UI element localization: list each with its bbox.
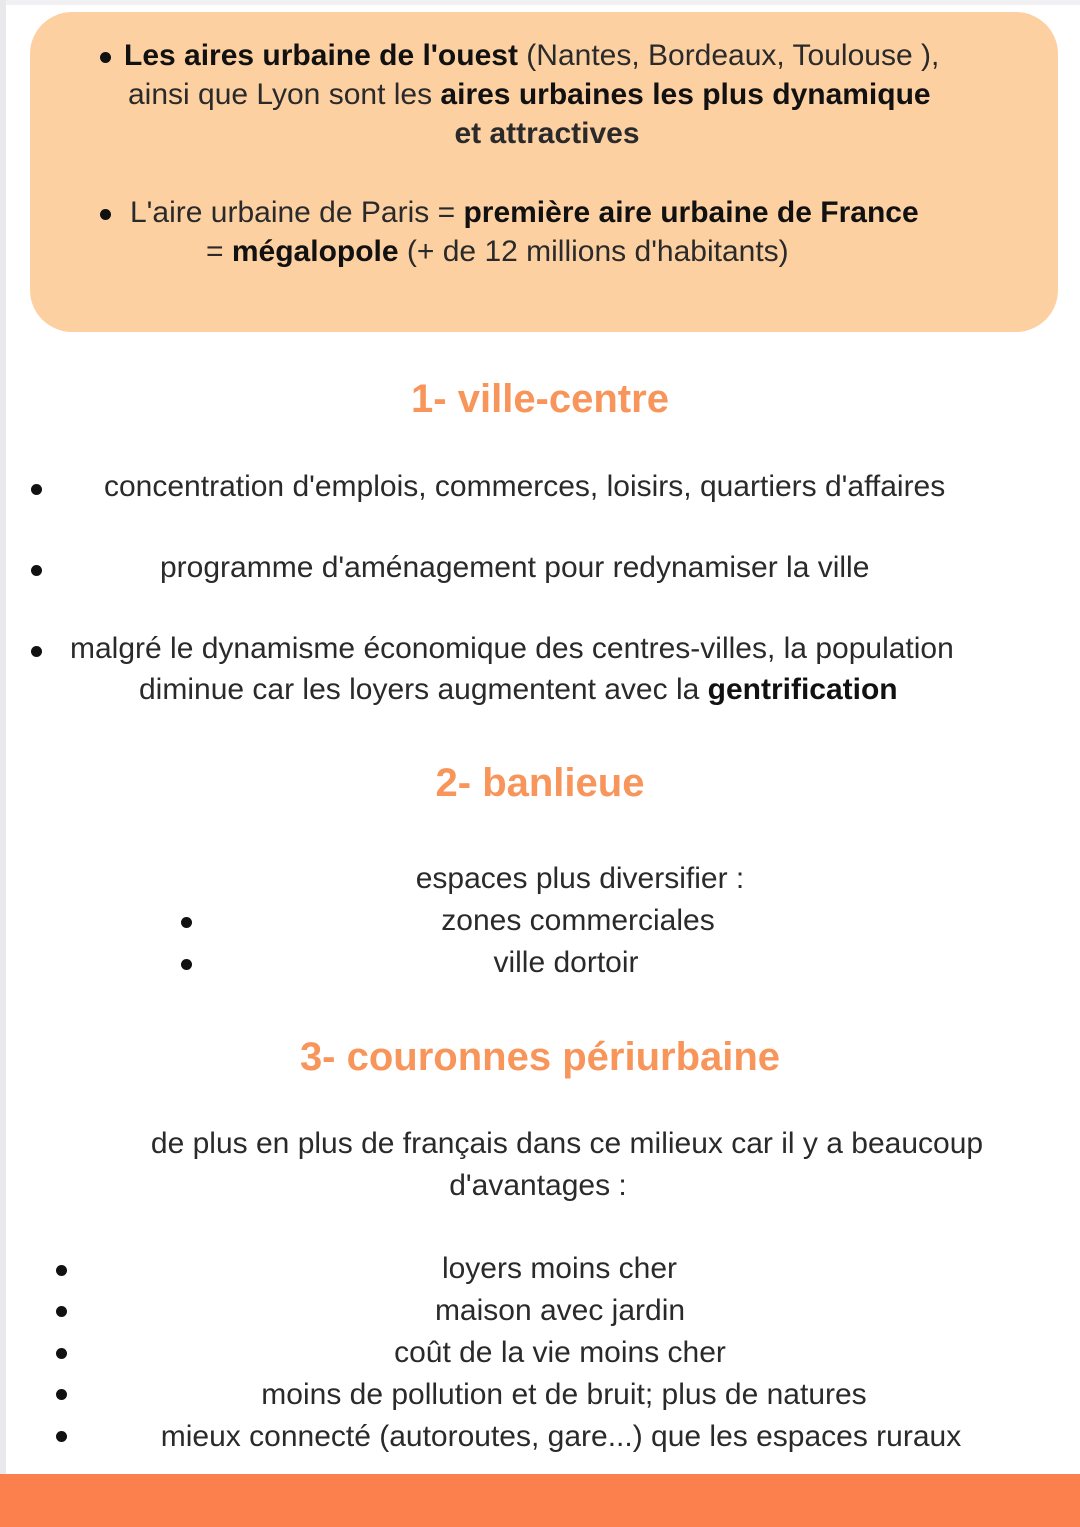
section-1-item-3-line-1: malgré le dynamisme économique des centres-villes, la population [70, 632, 954, 665]
section-1-item-3-line-2 [139, 670, 898, 710]
section-1-bullet-3 [31, 646, 42, 657]
section-2-intro: espaces plus diversifier : [415, 862, 745, 895]
section-1-item-3-bold: gentrification [707, 673, 898, 706]
summary-item-2-line-1 [130, 193, 919, 233]
section-1-item-1: concentration d'emplois, commerces, loisirs, quartiers d'affaires [104, 470, 946, 503]
section-2-heading: 2- banlieue [435, 761, 645, 805]
section-2-item-1: zones commerciales [441, 904, 715, 937]
summary-item-1-bold-b: aires urbaines les plus dynamique [440, 78, 931, 111]
section-3-intro-line-1: de plus en plus de français dans ce milieux car il y a beaucoup [150, 1127, 984, 1160]
summary-bullet-2 [100, 209, 111, 220]
section-3-item-4: moins de pollution et de bruit; plus de natures [261, 1378, 867, 1411]
summary-item-2-text-c: (+ de 12 millions d'habitants) [398, 235, 789, 268]
section-3-item-5: mieux connecté (autoroutes, gare...) que les espaces ruraux [160, 1420, 962, 1453]
footer-bar [0, 1474, 1080, 1527]
section-1-item-3-text: diminue car les loyers augmentent avec la [139, 673, 708, 706]
section-3-item-1: loyers moins cher [441, 1252, 678, 1285]
summary-item-1-line-3: et attractives [454, 117, 640, 150]
section-1-bullet-2 [31, 565, 42, 576]
section-3-item-3: coût de la vie moins cher [394, 1336, 726, 1369]
section-2-item-2: ville dortoir [493, 946, 639, 979]
summary-item-1-bold-a: Les aires urbaine de l'ouest [124, 39, 518, 72]
summary-item-2-text-a: L'aire urbaine de Paris = [130, 196, 464, 229]
summary-bullet-1 [100, 52, 111, 63]
summary-item-2-text-b: = [206, 235, 232, 268]
section-1-item-2: programme d'aménagement pour redynamiser la ville [160, 551, 870, 584]
page-top-edge [0, 0, 1080, 5]
summary-item-1-text-a: (Nantes, Bordeaux, Toulouse ), [517, 39, 940, 72]
section-1-bullet-1 [31, 484, 42, 495]
summary-item-1-text-b: ainsi que Lyon sont les [128, 78, 441, 111]
summary-item-1-line-1 [124, 36, 939, 76]
section-3-item-2: maison avec jardin [434, 1294, 686, 1327]
section-3-heading: 3- couronnes périurbaine [299, 1035, 781, 1079]
summary-item-2-line-2 [206, 232, 789, 272]
section-3-intro-line-2: d'avantages : [449, 1169, 627, 1202]
summary-item-2-bold-a: première aire urbaine de France [463, 196, 919, 229]
summary-item-1-line-2 [128, 75, 931, 115]
summary-item-2-bold-b: mégalopole [231, 235, 399, 268]
section-1-heading: 1- ville-centre [411, 377, 669, 421]
